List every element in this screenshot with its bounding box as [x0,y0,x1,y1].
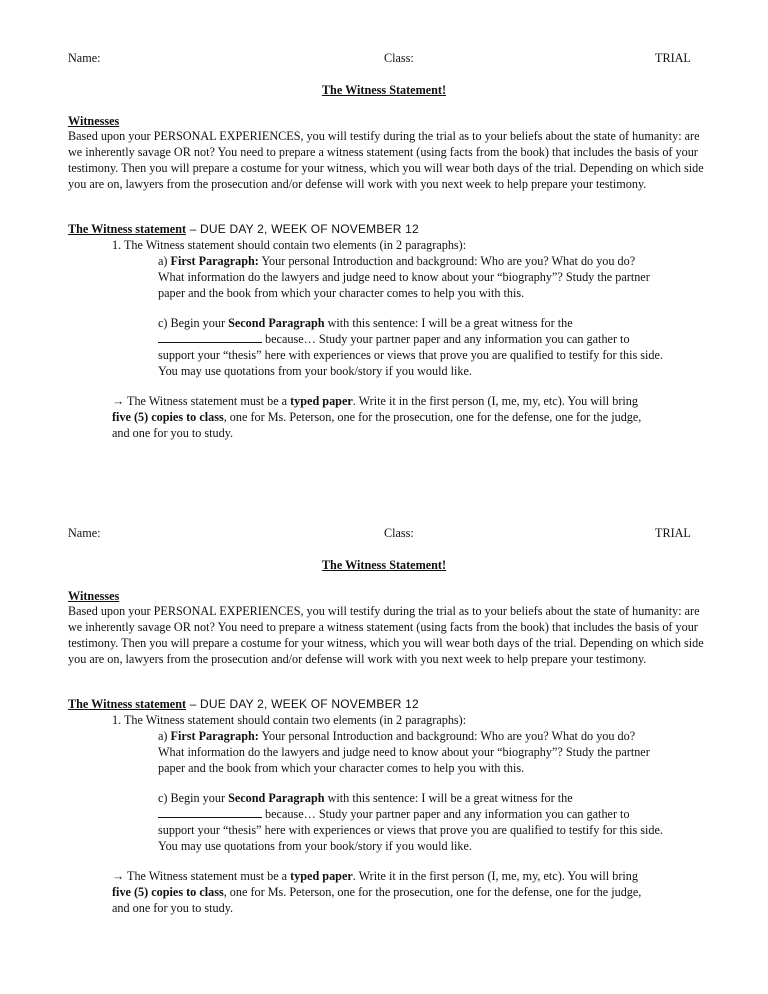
trial-label: TRIAL [655,526,691,540]
name-label: Name: [68,51,101,65]
class-label: Class: [384,526,414,540]
sub-c-bold: Second Paragraph [228,791,325,805]
arrow-bold-2: five (5) copies to class [112,410,224,424]
sub-c-text2: because… Study your partner paper and any information you can gather to support your “thesis” here with experiences or views that prove you are qualified to testify for this side. You may use quotations from your book/story if you would like. [158,807,663,853]
statement-heading: The Witness statement [68,697,187,711]
sub-item-c [158,315,668,379]
page-title: The Witness Statement! [321,83,447,97]
sub-a-prefix: a) [158,254,171,268]
sub-c-prefix: c) Begin your [158,316,229,330]
sub-item-a [158,253,658,301]
sub-item-c [158,790,668,854]
list-item-1: 1. The Witness statement should contain two elements (in 2 paragraphs): [112,713,467,727]
witnesses-paragraph: Based upon your PERSONAL EXPERIENCES, you will testify during the trial as to your beliefs about the state of humanity: are we inherently savage OR not? You need to prepare a witness statement (using facts from the book) that includes the basis of your testimony. Then you will prepare a costume for your witness, which you will wear both days of the trial. Depending on which side you are on, lawyers from the prosecution and/or defense will work with you next week to help prepare your testimony. [68,604,704,666]
witnesses-heading: Witnesses [68,114,120,128]
arrow-bold-1: typed paper [290,394,353,408]
sub-c-text1: with this sentence: I will be a great witness for the [324,791,573,805]
witnesses-paragraph: Based upon your PERSONAL EXPERIENCES, you will testify during the trial as to your beliefs about the state of humanity: are we inherently savage OR not? You need to prepare a witness statement (using facts from the book) that includes the basis of your testimony. Then you will prepare a costume for your witness, which you will wear both days of the trial. Depending on which side you are on, lawyers from the prosecution and/or defense will work with you next week to help prepare your testimony. [68,129,704,191]
arrow-prefix: → The Witness statement must be a [112,394,291,408]
arrow-end: , one for Ms. Peterson, one for the prosecution, one for the defense, one for the judge, and one for you to study. [112,885,642,915]
sub-c-prefix: c) Begin your [158,791,229,805]
sub-a-bold: First Paragraph: [170,729,259,743]
handout-bottom [0,525,768,915]
sub-c-text2: because… Study your partner paper and any information you can gather to support your “thesis” here with experiences or views that prove you are qualified to testify for this side. You may use quotations from your book/story if you would like. [158,332,663,378]
arrow-end: , one for Ms. Peterson, one for the prosecution, one for the defense, one for the judge, and one for you to study. [112,410,642,440]
witnesses-heading: Witnesses [68,589,120,603]
page-title: The Witness Statement! [321,558,447,572]
class-label: Class: [384,51,414,65]
sub-a-prefix: a) [158,729,171,743]
fill-in-blank [158,806,262,818]
list-item-1: 1. The Witness statement should contain two elements (in 2 paragraphs): [112,238,467,252]
header-row [0,50,768,66]
handout-top [0,50,768,440]
sub-a-text: Your personal Introduction and background: Who are you? What do you do? What information do the lawyers and judge need to know about your “biography”? Study the partner paper and the book from which your character comes to help you with this. [158,254,650,300]
arrow-prefix: → The Witness statement must be a [112,869,291,883]
sub-item-a [158,728,658,776]
arrow-bold-2: five (5) copies to class [112,885,224,899]
statement-heading-line [68,221,708,237]
arrow-note [112,393,652,441]
sub-c-text1: with this sentence: I will be a great witness for the [324,316,573,330]
statement-due: – DUE DAY 2, WEEK OF NOVEMBER 12 [186,697,419,711]
name-label: Name: [68,526,101,540]
arrow-bold-1: typed paper [290,869,353,883]
statement-heading-line [68,696,708,712]
statement-due: – DUE DAY 2, WEEK OF NOVEMBER 12 [186,222,419,236]
header-row [0,525,768,541]
arrow-mid: . Write it in the first person (I, me, my, etc). You will bring [352,869,638,883]
sub-a-text: Your personal Introduction and background: Who are you? What do you do? What information do the lawyers and judge need to know about your “biography”? Study the partner paper and the book from which your character comes to help you with this. [158,729,650,775]
fill-in-blank [158,331,262,343]
arrow-note [112,868,652,916]
statement-heading: The Witness statement [68,222,187,236]
sub-a-bold: First Paragraph: [170,254,259,268]
sub-c-bold: Second Paragraph [228,316,325,330]
arrow-mid: . Write it in the first person (I, me, my, etc). You will bring [352,394,638,408]
trial-label: TRIAL [655,51,691,65]
